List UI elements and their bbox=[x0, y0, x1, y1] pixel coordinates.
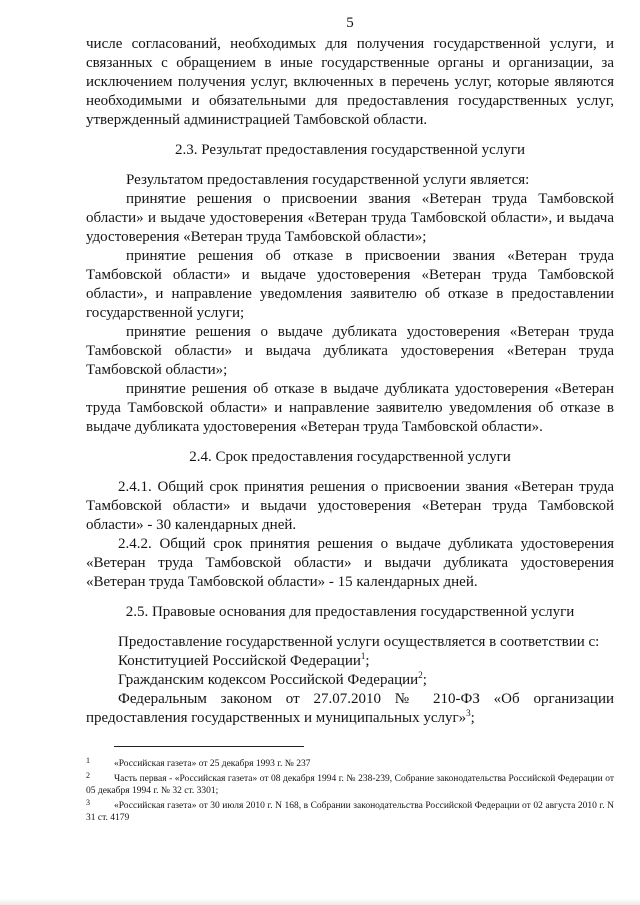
law-punct: ; bbox=[470, 710, 475, 726]
law-punct: ; bbox=[365, 653, 370, 669]
section-2-5-heading: 2.5. Правовые основания для предоставления государственной услуги bbox=[125, 604, 575, 620]
result-item: принятие решения об отказе в присвоении звания «Ветеран труда Тамбовской области» и выдаче удостоверения «Ветеран труда Тамбовской области», и направление уведомления заявителю об отказе в предоставлении государственной услуги; bbox=[86, 248, 614, 321]
result-item: принятие решения о присвоении звания «Ветеран труда Тамбовской области» и выдаче удостоверения «Ветеран труда Тамбовской области», и выдача удостоверения «Ветеран труда Тамбовской области»; bbox=[86, 191, 614, 245]
footnote-text: «Российская газета» от 25 декабря 1993 г. № 237 bbox=[114, 759, 311, 769]
legal-basis-item bbox=[86, 690, 614, 728]
footnote-text: Часть первая - «Российская газета» от 08 декабря 1994 г. № 238-239, Собрание законодательства Российской Федерации от 05 декабря 1994 г. № 32 ст. 3301; bbox=[86, 774, 614, 796]
footnote-ref: 2 bbox=[418, 670, 423, 680]
scan-edge bbox=[0, 899, 640, 905]
legal-basis-lead: Предоставление государственной услуги осуществляется в соответствии с: bbox=[118, 634, 600, 650]
footnote-number: 1 bbox=[86, 756, 90, 765]
law-name: Федеральным законом от 27.07.2010 № 210-ФЗ «Об организации предоставления государственных и муниципальных услуг» bbox=[86, 691, 614, 726]
law-punct: ; bbox=[422, 672, 427, 688]
law-name: Конституцией Российской Федерации bbox=[118, 653, 361, 669]
footnote bbox=[86, 755, 614, 770]
result-item: принятие решения об отказе в выдаче дубликата удостоверения «Ветеран труда Тамбовской области» и направление заявителю уведомления об отказе в выдаче дубликата удостоверения «Ветеран труда Тамбовской области». bbox=[86, 381, 614, 435]
page-number: 5 bbox=[346, 15, 354, 31]
result-item: принятие решения о выдаче дубликата удостоверения «Ветеран труда Тамбовской области» и выдача дубликата удостоверения «Ветеран труда Тамбовской области»; bbox=[86, 324, 614, 378]
law-name: Гражданским кодексом Российской Федерации bbox=[118, 672, 419, 688]
document-page bbox=[86, 14, 614, 824]
footnote-number: 3 bbox=[86, 798, 90, 807]
term-paragraph-2: 2.4.2. Общий срок принятия решения о выдаче дубликата удостоверения «Ветеран труда Тамбовской области» и выдачи дубликата удостоверения «Ветеран труда Тамбовской области» - 15 календарных дней. bbox=[86, 536, 614, 590]
footnote-text: «Российская газета» от 30 июля 2010 г. N 168, в Собрании законодательства Российской Федерации от 02 августа 2010 г. N 31 ст. 4179 bbox=[86, 801, 614, 823]
section-2-4-heading: 2.4. Срок предоставления государственной услуги bbox=[189, 449, 511, 465]
legal-basis-item bbox=[86, 652, 614, 671]
term-paragraph-1: 2.4.1. Общий срок принятия решения о присвоении звания «Ветеран труда Тамбовской области» и выдачи удостоверения «Ветеран труда Тамбовской области» - 30 календарных дней. bbox=[86, 479, 614, 533]
footnote-separator bbox=[114, 746, 304, 747]
footnote-number: 2 bbox=[86, 771, 90, 780]
section-2-3-heading: 2.3. Результат предоставления государственной услуги bbox=[174, 142, 525, 158]
footnote bbox=[86, 797, 614, 824]
footnote-ref: 3 bbox=[466, 708, 471, 718]
section-2-3-lead: Результатом предоставления государственной услуги является: bbox=[126, 172, 530, 188]
footnote-ref: 1 bbox=[360, 651, 366, 661]
footnote bbox=[86, 770, 614, 797]
intro-paragraph: числе согласований, необходимых для получения государственной услуги, и связанных с обращением в иные государственные органы и организации, за исключением получения услуг, включенных в перечень услуг, которые являются необходимыми и обязательными для предоставления государственных услуг, утвержденный администрацией Тамбовской области. bbox=[86, 36, 614, 128]
legal-basis-item bbox=[86, 671, 614, 690]
